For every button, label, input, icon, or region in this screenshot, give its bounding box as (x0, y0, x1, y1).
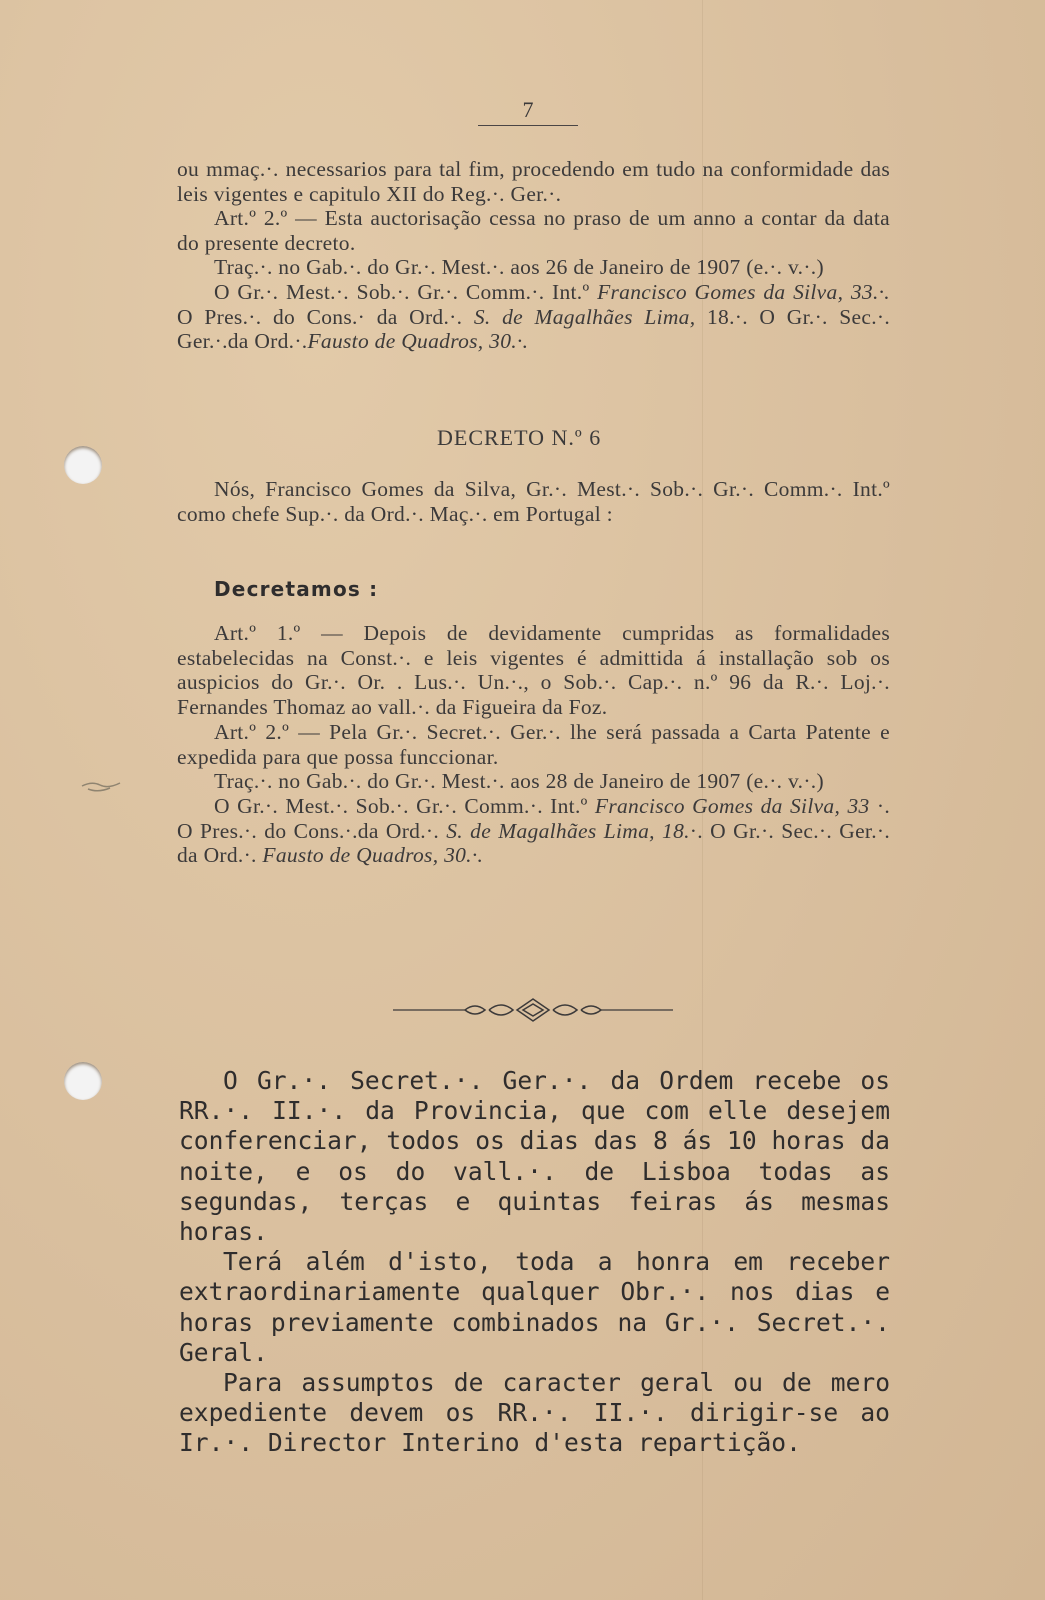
stain-mark (80, 777, 122, 795)
paragraph: Nós, Francisco Gomes da Silva, Gr.·. Mest.·. Sob.·. Gr.·. Comm.·. Int.º como chefe Sup.·. da Ord.·. Maç.·. em Portugal : (177, 477, 890, 526)
paragraph: O Gr.·. Secret.·. Ger.·. da Ordem recebe os RR.·. II.·. da Provincia, que com elle desejem conferenciar, todos os dias das 8 ás 10 horas da noite, e os do vall.·. de Lisboa todas as segundas, terças e quintas feiras ás mesmas horas. (179, 1066, 890, 1247)
page-number: 7 (478, 97, 578, 126)
decree-preamble (177, 477, 890, 526)
paragraph: Art.º 2.º — Esta auctorisação cessa no praso de um anno a contar da data do presente decreto. (177, 206, 890, 255)
paragraph: ou mmaç.·. necessarios para tal fim, procedendo em tudo na conformidade das leis vigentes e capitulo XII do Reg.·. Ger.·. (177, 157, 890, 206)
paragraph: Traç.·. no Gab.·. do Gr.·. Mest.·. aos 28 de Janeiro de 1907 (e.·. v.·.) (214, 769, 824, 794)
decree-articles (177, 621, 890, 868)
notice (179, 1066, 890, 1459)
decree-title: DECRETO N.º 6 (437, 425, 602, 450)
paragraph: Para assumptos de caracter geral ou de mero expediente devem os RR.·. II.·. dirigir-se ao Ir.·. Director Interino d'esta repartição. (179, 1368, 890, 1458)
punch-hole (64, 446, 102, 484)
decretamos-heading: Decretamos : (214, 577, 379, 601)
section-continuation (177, 157, 890, 354)
paragraph: Terá além d'isto, toda a honra em receber extraordinariamente qualquer Obr.·. nos dias e horas previamente combinados na Gr.·. Secret.·. Geral. (179, 1247, 890, 1367)
paragraph: Traç.·. no Gab.·. do Gr.·. Mest.·. aos 26 de Janeiro de 1907 (e.·. v.·.) (214, 255, 824, 280)
signatures: O Gr.·. Mest.·. Sob.·. Gr.·. Comm.·. Int.º Francisco Gomes da Silva, 33 ·. O Pres.·. do Cons.·.da Ord.·. S. de Magalhães Lima, 18.·. O Gr.·. Sec.·. Ger.·. da Ord.·. Fausto de Quadros, 30.·. (177, 793, 890, 868)
signatures: O Gr.·. Mest.·. Sob.·. Gr.·. Comm.·. Int.º Francisco Gomes da Silva, 33.·. O Pres.·. do Cons.· da Ord.·. S. de Magalhães Lima, 18.·. O Gr.·. Sec.·. Ger.·.da Ord.·.Fausto de Quadros, 30.·. (177, 279, 891, 354)
ornament-divider (393, 995, 673, 1025)
paragraph: Art.º 2.º — Pela Gr.·. Secret.·. Ger.·. lhe será passada a Carta Patente e expedida para que possa funccionar. (177, 719, 890, 769)
punch-hole (64, 1062, 102, 1100)
paragraph: Art.º 1.º — Depois de devidamente cumpridas as formalidades estabelecidas na Const.·. e leis vigentes é admittida á installação sob os auspicios do Gr.·. Or. . Lus.·. Un.·., o Sob.·. Cap.·. n.º 96 da R.·. Loj.·. Fernandes Thomaz ao vall.·. da Figueira da Foz. (177, 621, 890, 720)
